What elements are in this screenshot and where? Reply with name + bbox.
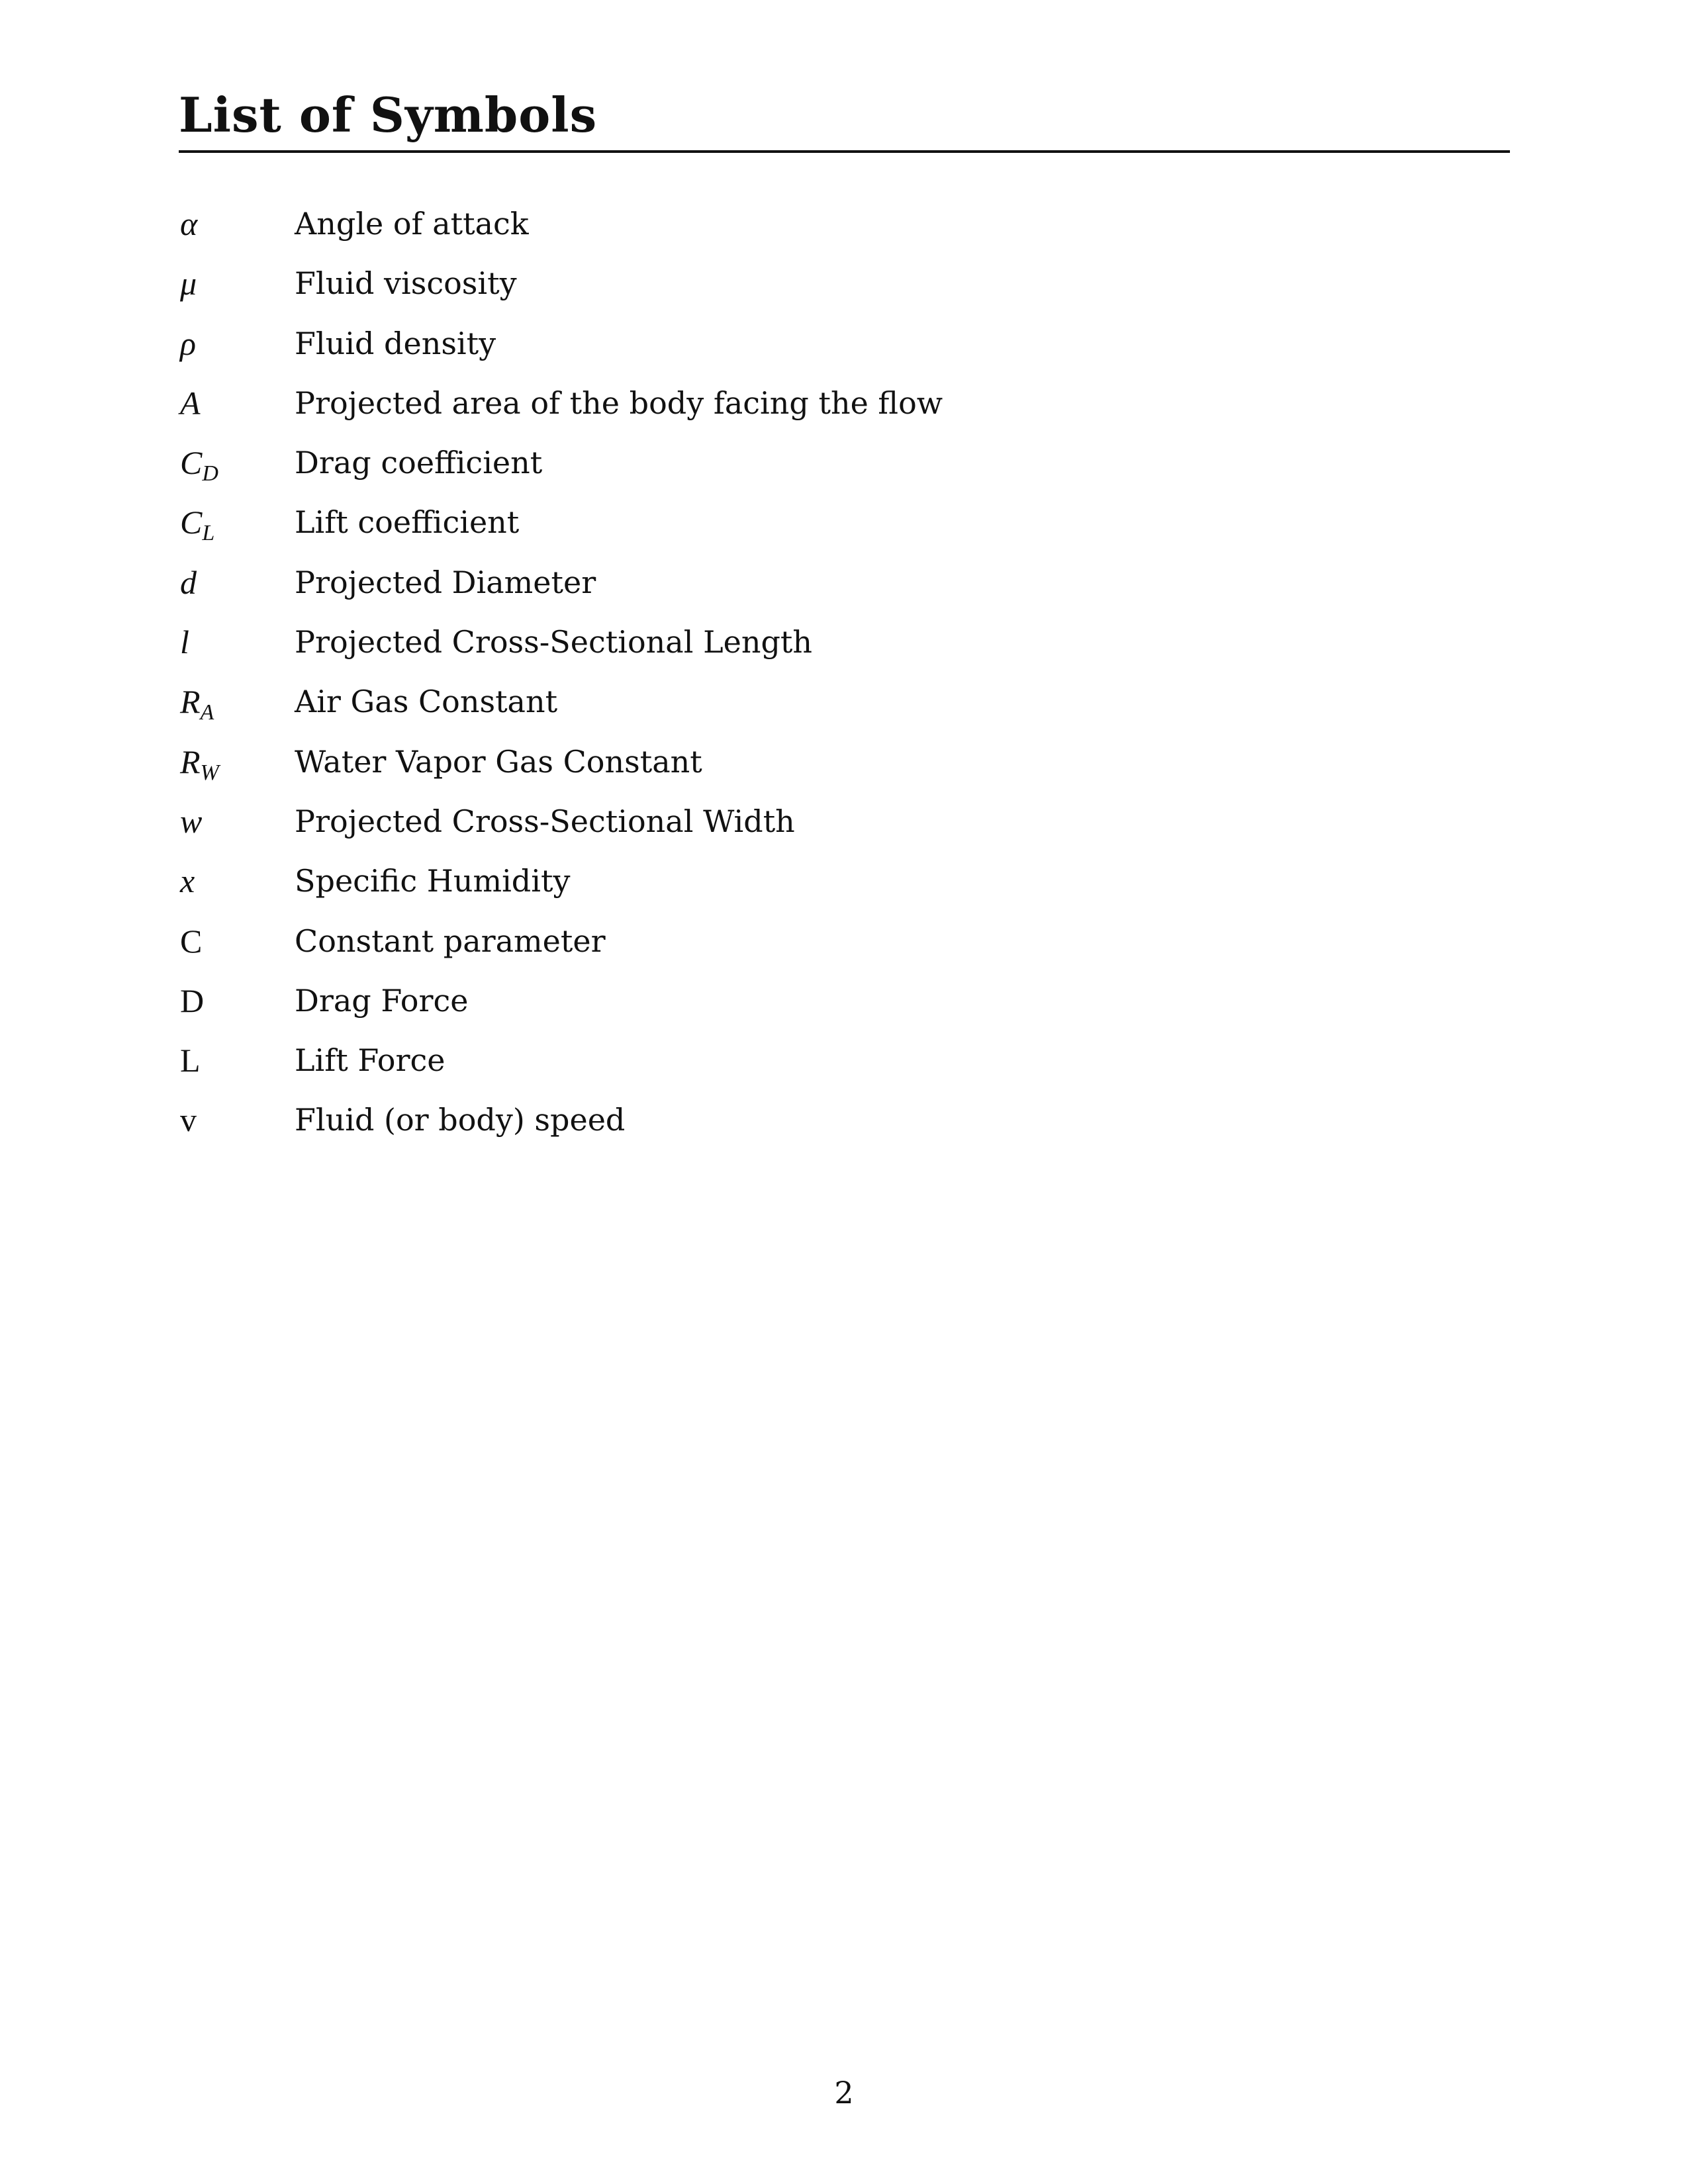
symbol-description: Fluid viscosity: [295, 265, 517, 302]
symbol-row: [179, 856, 1510, 915]
symbol: w: [180, 802, 203, 840]
symbol-row: [179, 497, 1510, 557]
symbol-row: [179, 976, 1510, 1035]
symbol-row: [179, 378, 1510, 437]
symbol-row: [179, 1095, 1510, 1154]
symbol-row: [179, 557, 1510, 617]
symbol: d: [180, 563, 197, 601]
symbol: $C_L$: [180, 504, 215, 546]
symbol-row: [179, 437, 1510, 497]
symbol: $R_W$: [180, 743, 219, 785]
symbol-description: Drag coefficient: [295, 445, 543, 481]
symbol: C: [180, 922, 203, 960]
symbol-subscript: L: [202, 521, 215, 546]
symbol-row: [179, 318, 1510, 378]
symbol-description: Projected Cross-Sectional Length: [295, 624, 813, 660]
symbol: α: [180, 205, 198, 242]
symbol: v: [180, 1101, 197, 1139]
symbol: $R_A$: [180, 683, 214, 725]
symbol-description: Air Gas Constant: [295, 684, 558, 720]
symbol-list: [179, 199, 1510, 1155]
symbol-subscript: D: [202, 461, 218, 486]
symbol-description: Angle of attack: [295, 206, 529, 242]
symbol-description: Projected Diameter: [295, 564, 596, 600]
symbol: x: [180, 862, 195, 900]
symbol-description: Projected area of the body facing the flow: [295, 385, 943, 421]
symbol: l: [180, 623, 189, 661]
symbol-row: [179, 737, 1510, 796]
symbol-row: [179, 916, 1510, 976]
symbol: ρ: [180, 324, 196, 362]
symbol: L: [180, 1042, 201, 1079]
symbol-description: Specific Humidity: [295, 863, 571, 899]
symbol-description: Water Vapor Gas Constant: [295, 743, 702, 780]
symbol-description: Lift coefficient: [295, 504, 520, 541]
symbol-subscript: A: [200, 700, 214, 725]
symbol-subscript: W: [200, 760, 219, 785]
symbol: μ: [180, 265, 197, 302]
symbol-description: Fluid density: [295, 325, 496, 361]
symbol-row: [179, 617, 1510, 676]
page-title: List of Symbols: [179, 87, 598, 143]
symbol-row: [179, 1035, 1510, 1095]
symbol-description: Lift Force: [295, 1042, 445, 1079]
symbol-description: Constant parameter: [295, 923, 606, 959]
symbol-row: [179, 796, 1510, 856]
symbol: A: [180, 384, 201, 422]
symbol-description: Fluid (or body) speed: [295, 1102, 626, 1138]
symbol-description: Drag Force: [295, 982, 469, 1019]
title-rule: [179, 150, 1510, 153]
symbol: D: [180, 981, 205, 1019]
page-number: 2: [834, 2075, 854, 2111]
symbol-row: [179, 676, 1510, 736]
symbol-description: Projected Cross-Sectional Width: [295, 803, 795, 839]
symbol-row: [179, 199, 1510, 258]
symbol-row: [179, 258, 1510, 318]
symbol: $C_D$: [180, 444, 218, 486]
